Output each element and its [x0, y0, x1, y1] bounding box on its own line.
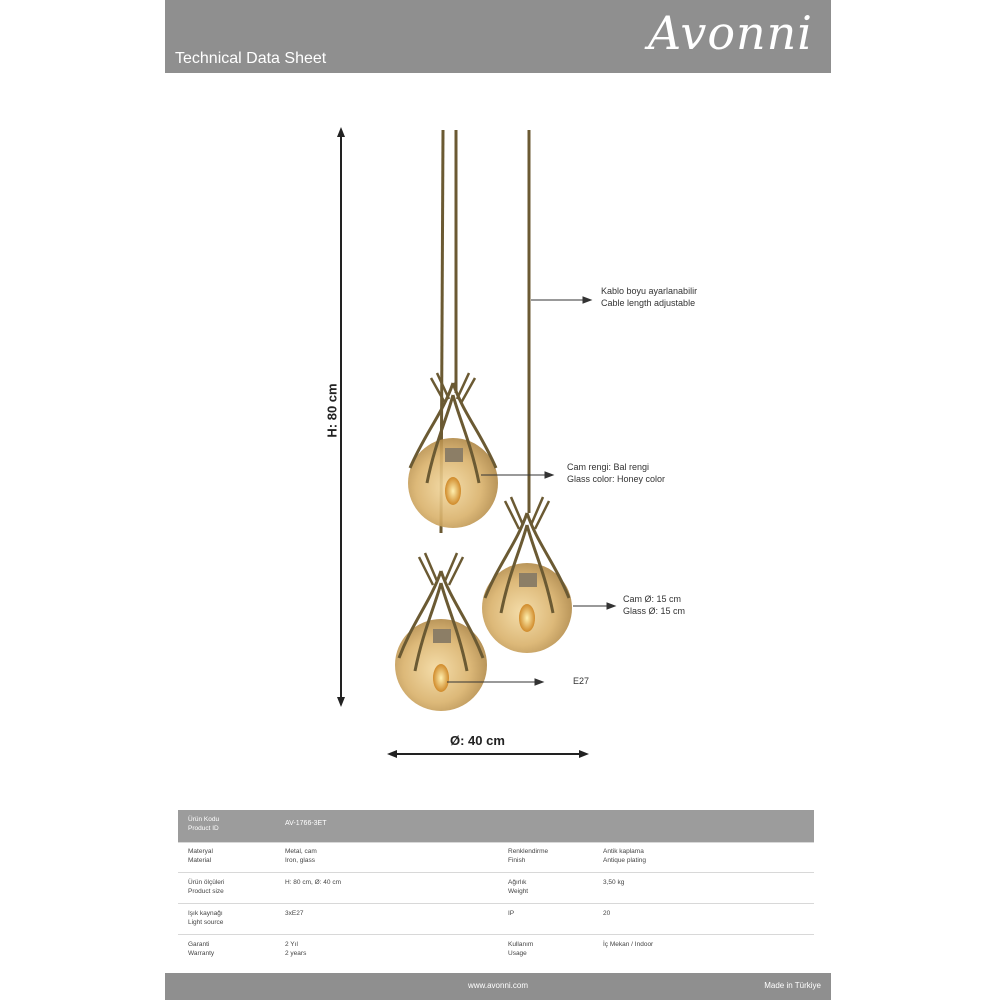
callout-glass-size-tr: Cam Ø: 15 cm [623, 594, 682, 604]
table-row [178, 904, 814, 935]
diameter-label: Ø: 40 cm [450, 733, 505, 748]
height-label: H: 80 cm [324, 383, 340, 438]
lamp-upper [408, 373, 498, 528]
callout-glass-color-tr: Cam rengi: Bal rengi [567, 462, 650, 472]
row-label-1: Garanti Warranty [188, 941, 215, 957]
diameter-dimension-line [387, 750, 589, 758]
row-value-1: Metal, cam Iron, glass [285, 848, 317, 864]
brand-logo: Avonni [647, 6, 813, 60]
header-bar [165, 0, 831, 73]
row-label-2: Kullanım Usage [508, 941, 534, 957]
row-label-1: Işık kaynağı Light source [188, 910, 224, 926]
product-id-value: AV-1766-3ET [285, 820, 327, 827]
row-value-2: 20 [603, 910, 611, 917]
row-value-2: Antik kaplama Antique plating [603, 848, 647, 864]
row-label-1: Ürün ölçüleri Product size [188, 879, 225, 895]
spec-table [178, 810, 814, 970]
row-value-1: 2 Yıl 2 years [285, 941, 307, 957]
callout-glass-color [567, 461, 665, 485]
pendant-lamp-illustration [165, 73, 831, 803]
callout-cable [601, 285, 697, 309]
lamp-right [482, 497, 572, 653]
callout-glass-size-en: Glass Ø: 15 cm [623, 606, 686, 616]
row-label-2: Ağırlık Weight [508, 879, 529, 895]
callout-glass-color-en: Glass color: Honey color [567, 474, 666, 484]
footer-website-link[interactable]: www.avonni.com [467, 981, 529, 990]
spec-head-row [178, 810, 814, 843]
callout-cable-en: Cable length adjustable [601, 298, 696, 308]
table-row [178, 935, 814, 965]
footer-origin: Made in Türkiye [764, 981, 821, 990]
product-id-label [188, 815, 219, 833]
footer-bar [165, 973, 831, 1000]
page-title: Technical Data Sheet [175, 50, 327, 67]
row-label-1: Materyal Material [188, 848, 213, 864]
callout-cable-tr: Kablo boyu ayarlanabilir [601, 286, 698, 296]
lamp-lower [395, 553, 487, 711]
product-id-label-en: Product ID [188, 825, 219, 832]
table-row [178, 842, 814, 873]
row-value-2: 3,50 kg [603, 879, 625, 886]
product-drawing [165, 73, 831, 803]
callout-socket: E27 [573, 676, 590, 686]
table-row [178, 873, 814, 904]
callout-glass-size [623, 593, 685, 617]
row-label-2: IP [508, 910, 515, 917]
row-value-1: 3xE27 [285, 910, 304, 917]
product-id-label-tr: Ürün Kodu [188, 816, 220, 823]
row-label-2: Renklendirme Finish [508, 848, 549, 864]
row-value-2: İç Mekan / Indoor [603, 941, 654, 948]
row-value-1: H: 80 cm, Ø: 40 cm [285, 879, 341, 886]
